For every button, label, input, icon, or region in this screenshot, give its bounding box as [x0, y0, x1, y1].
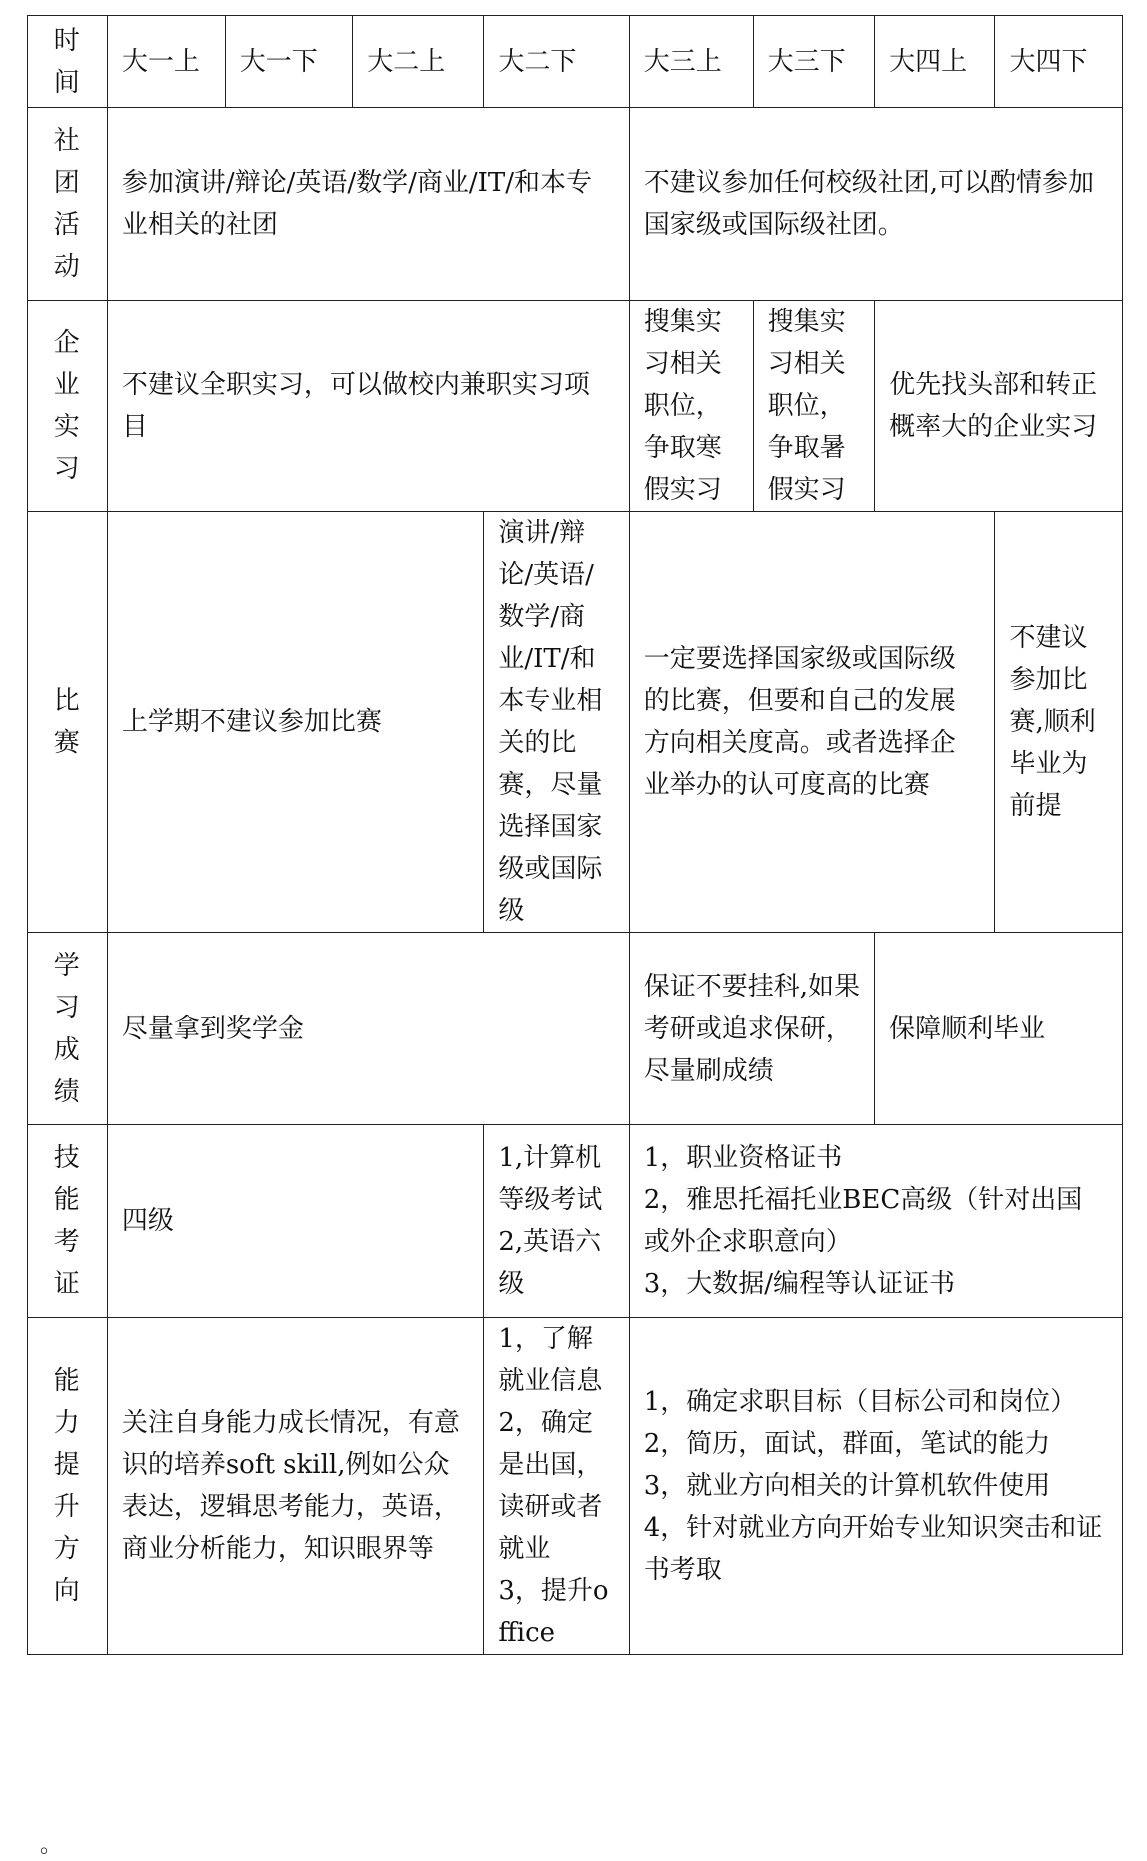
term-header: 大三上	[629, 16, 753, 108]
grades-years-1-2: 尽量拿到奖学金	[107, 933, 629, 1125]
internship-junior-spring: 搜集实习相关职位，争取暑假实习	[753, 301, 875, 512]
certs-row	[28, 1125, 1123, 1318]
row-label-grades: 学习成绩	[28, 933, 108, 1125]
list-item: 4，针对就业方向开始专业知识突击和证书考取	[643, 1513, 1103, 1585]
header-row	[28, 16, 1123, 108]
row-label-ability: 能力提升方向	[28, 1318, 108, 1655]
list-item: 2，雅思托福托业BEC高级（针对出国或外企求职意向）	[643, 1185, 1083, 1257]
term-header: 大二下	[484, 16, 629, 108]
competition-row	[28, 512, 1123, 933]
internship-row	[28, 301, 1123, 512]
ability-sophomore-spring	[484, 1318, 629, 1655]
ability-early: 关注自身能力成长情况，有意识的培养soft skill,例如公众表达，逻辑思考能力，英语，商业分析能力，知识眼界等	[107, 1318, 484, 1655]
term-header: 大四下	[995, 16, 1123, 108]
grades-senior: 保障顺利毕业	[875, 933, 1123, 1125]
ability-row	[28, 1318, 1123, 1655]
grades-row	[28, 933, 1123, 1125]
certs-early: 四级	[107, 1125, 484, 1318]
list-item: 3，大数据/编程等认证证书	[643, 1269, 955, 1299]
competition-junior-senior: 一定要选择国家级或国际级的比赛，但要和自己的发展方向相关度高。或者选择企业举办的认可度高的比赛	[629, 512, 995, 933]
list-item: 3，提升office	[498, 1576, 609, 1648]
club-years-3-4: 不建议参加任何校级社团,可以酌情参加国家级或国际级社团。	[629, 108, 1122, 301]
term-header: 大二上	[353, 16, 484, 108]
certs-junior-senior	[629, 1125, 1122, 1318]
list-item: 1，了解就业信息	[498, 1324, 603, 1396]
club-row	[28, 108, 1123, 301]
competition-early: 上学期不建议参加比赛	[107, 512, 484, 933]
list-item: 1，确定求职目标（目标公司和岗位）2，简历，面试，群面，笔试的能力	[643, 1387, 1077, 1459]
list-item: 1，职业资格证书	[643, 1143, 843, 1173]
row-label-internship: 企业实习	[28, 301, 108, 512]
list-item: 3，就业方向相关的计算机软件使用	[643, 1471, 1051, 1501]
grades-junior: 保证不要挂科,如果考研或追求保研，尽量刷成绩	[629, 933, 874, 1125]
internship-years-1-2: 不建议全职实习，可以做校内兼职实习项目	[107, 301, 629, 512]
certs-sophomore-spring	[484, 1125, 629, 1318]
internship-senior: 优先找头部和转正概率大的企业实习	[875, 301, 1123, 512]
ability-junior-senior	[629, 1318, 1122, 1655]
list-item: 1,计算机等级考试	[498, 1143, 603, 1215]
time-header: 时间	[28, 16, 108, 108]
trailing-period: 。	[40, 1833, 63, 1858]
row-label-club: 社团活动	[28, 108, 108, 301]
competition-sophomore-spring: 演讲/辩论/英语/数学/商业/IT/和本专业相关的比赛，尽量选择国家级或国际级	[484, 512, 629, 933]
term-header: 大四上	[875, 16, 995, 108]
competition-final-term: 不建议参加比赛,顺利毕业为前提	[995, 512, 1123, 933]
row-label-competition: 比赛	[28, 512, 108, 933]
planning-table	[27, 15, 1123, 1655]
term-header: 大一上	[107, 16, 225, 108]
internship-junior-fall: 搜集实习相关职位，争取寒假实习	[629, 301, 753, 512]
term-header: 大三下	[753, 16, 875, 108]
list-item: 2,英语六级	[498, 1227, 602, 1299]
row-label-certs: 技能考证	[28, 1125, 108, 1318]
club-years-1-2: 参加演讲/辩论/英语/数学/商业/IT/和本专业相关的社团	[107, 108, 629, 301]
list-item: 2，确定是出国，读研或者就业	[498, 1408, 603, 1564]
term-header: 大一下	[225, 16, 352, 108]
